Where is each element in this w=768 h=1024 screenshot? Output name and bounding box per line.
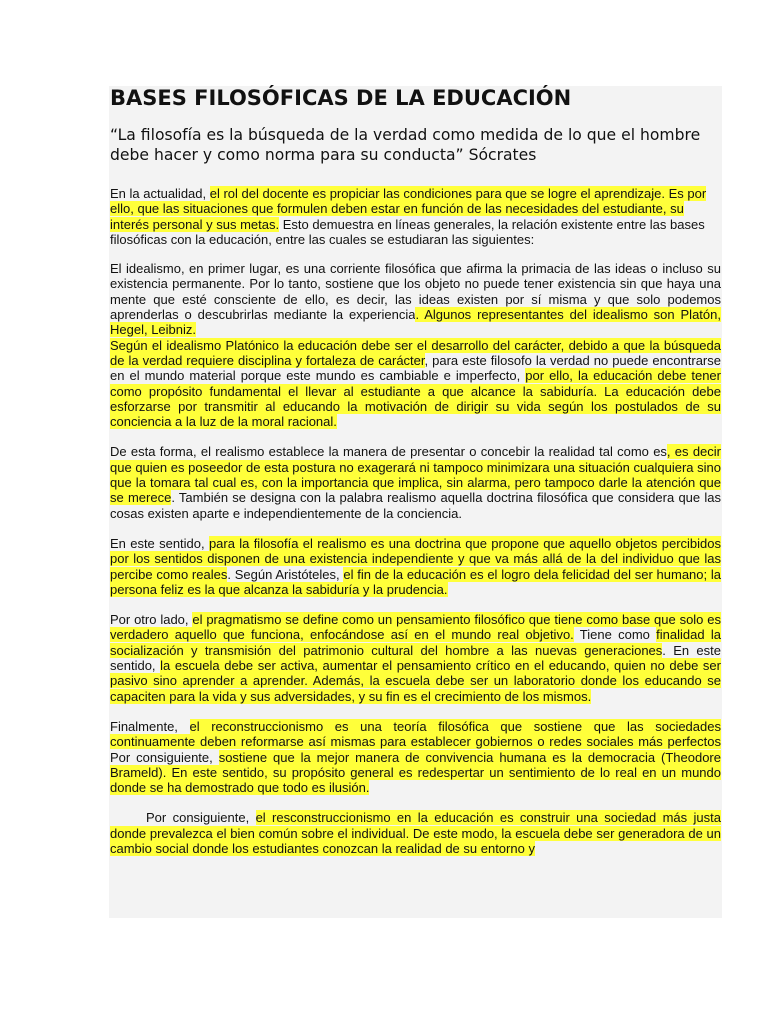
paragraph-idealismo-platonico — [110, 338, 721, 430]
body-text: Finalmente, — [110, 718, 190, 734]
highlighted-text: el fin de la educación es el logro dela felicidad del ser humano; la persona feliz es la que alcanza la sabiduría y la prudencia. — [110, 566, 722, 597]
highlighted-text: el rol del docente es propiciar las condiciones para que se logre el aprendizaje. Es por ello, que las situaciones que formulen deben estar en función de las necesidades del estudiante, su interés personal y sus metas. — [110, 186, 707, 232]
paragraph-pragmatismo — [110, 612, 721, 704]
highlighted-text: sostiene que la mejor manera de convivencia humana es la democracia (Theodore Brameld). En este sentido, su propósito general es redespertar un sentimiento de lo real en un mundo donde se ha demostrado que todo es ilusión. — [110, 749, 721, 796]
body-text: En este sentido, — [110, 535, 209, 551]
paragraph-reconstruccionismo — [110, 719, 721, 795]
body-text: . También se designa con la palabra realismo aquella doctrina filosófica que considera que las cosas existen aparte e independientemente de la conciencia. — [110, 490, 721, 521]
paragraph-realismo — [110, 444, 721, 520]
body-text: . Según Aristóteles, — [227, 566, 344, 582]
body-text: , para este filosofo la verdad no puede encontrarse en el mundo material porque este mundo es cambiable e imperfecto, — [110, 352, 721, 384]
body-text: Tiene como — [573, 627, 657, 643]
document-content — [110, 86, 721, 856]
body-text: En la actualidad, — [110, 186, 210, 201]
body-text: El idealismo, en primer lugar, es una corriente filosófica que afirma la primacia de las ideas o incluso su existencia permanente. Por lo tanto, sostiene que los objeto no puede tener existencia sin que haya una mente que esté consciente de ello, es decir, las ideas existen por sí misma y que solo podemos aprenderlas o descubrirlas mediante la experiencia — [110, 261, 721, 323]
highlighted-text: , es decir que quien es poseedor de esta postura no exagerará ni tampoco minimizara una situación cualquiera sino que la tomara tal cual es, con la importancia que implica, sin alarma, pero tampoco darle la atención que se merece — [110, 444, 721, 506]
highlighted-text: Según el idealismo Platónico la educación debe ser el desarrollo del carácter, debido a que la búsqueda de la verdad requiere disciplina y fortaleza de carácter — [110, 337, 721, 368]
highlighted-text: finalidad la socialización y transmisión del patrimonio cultural del hombre a las nuevas generaciones — [110, 627, 721, 658]
paragraph-realismo-aristoteles — [110, 536, 721, 597]
highlighted-text: la escuela debe ser activa, aumentar el pensamiento crítico en el educando, quien no debe ser pasivo sino aprender a aprender. Además, la escuela debe ser un laboratorio donde los educando se capaciten para la vida y sus adversidades, y su fin es el crecimiento de los mismos. — [110, 658, 721, 704]
highlighted-text: el pragmatismo se define como un pensamiento filosófico que tiene como base que solo es verdadero aquello que funciona, enfocándose así en el mundo real objetivo. — [110, 612, 721, 643]
body-text: Por otro lado, — [110, 612, 193, 628]
highlighted-text: el reconstruccionismo es una teoría filosófica que sostiene que las sociedades continuamente deben reformarse así mismas para establecer gobiernos o redes sociales más perfectos — [110, 718, 721, 750]
body-text: Por consiguiente, — [146, 810, 256, 826]
body-text: Por consiguiente, — [110, 749, 219, 765]
epigraph-quote: “La filosofía es la búsqueda de la verdad como medida de lo que el hombre debe hacer y como norma para su conducta” Sócrates — [110, 126, 701, 164]
body-text: Esto demuestra en líneas generales, la relación existente entre las bases filosóficas con la educación, entre las cuales se estudiaran las siguientes: — [110, 216, 705, 247]
paragraph-idealismo — [110, 261, 721, 337]
highlighted-text: . Algunos representantes del idealismo son Platón, Hegel, Leibniz. — [110, 307, 721, 338]
body-text: De esta forma, el realismo establece la manera de presentar o concebir la realidad tal como es — [110, 444, 667, 460]
highlighted-text: por ello, la educación debe tener como propósito fundamental el llevar al estudiante a que alcance la sabiduría. La educación debe esforzarse por transmitir al educando la motivación de dirigir su vida según los postulados de su conciencia a la luz de la moral racional. — [110, 368, 721, 430]
highlighted-text: para la filosofía el realismo es una doctrina que propone que aquello objetos percibidos por los sentidos disponen de una existencia independiente y que va más allá de la del individuo que las percibe como reales — [110, 535, 721, 582]
document-title: BASES FILOSÓFICAS DE LA EDUCACIÓN — [110, 86, 572, 110]
body-text: . En este sentido, — [110, 642, 722, 674]
highlighted-text: el resconstruccionismo en la educación es construir una sociedad más justa donde prevalezca el bien común sobre el individual. De este modo, la escuela debe ser generadora de un cambio social donde los estudiantes conozcan la realidad de su entorno y — [110, 810, 721, 856]
paragraph-reconstruccionismo-educacion — [110, 810, 721, 856]
paragraph-intro — [110, 186, 721, 247]
